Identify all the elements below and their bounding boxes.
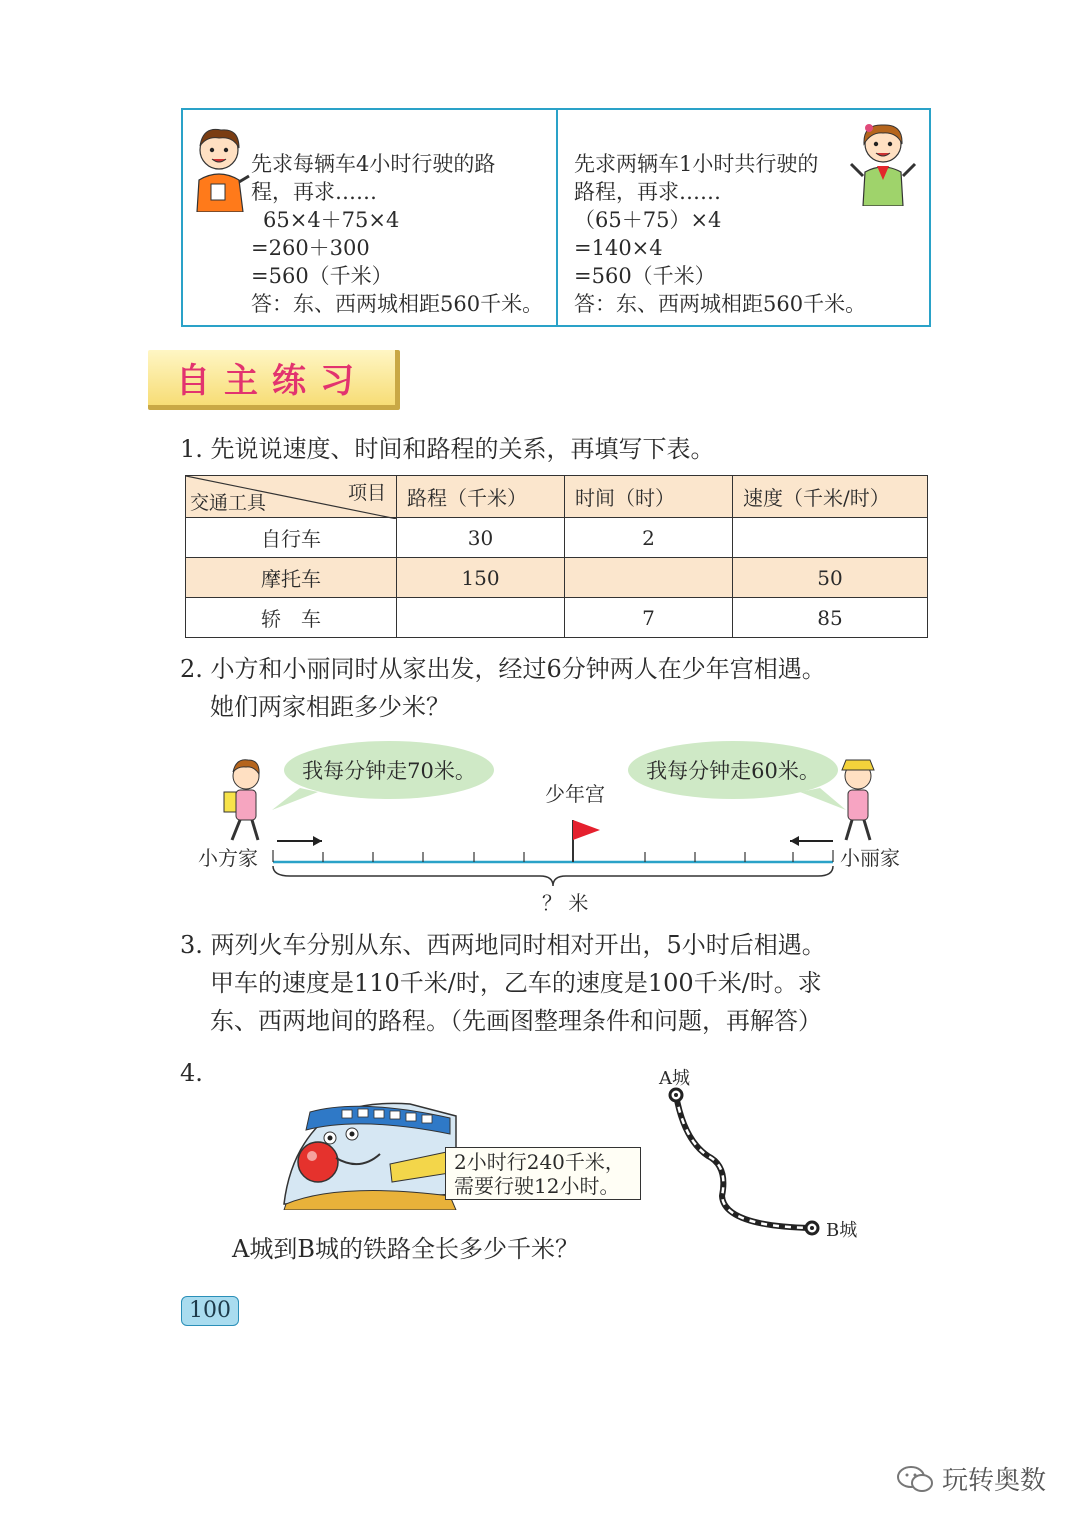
text-line: 先求两辆车1小时共行驶的 bbox=[574, 152, 819, 176]
question-2-line2: 她们两家相距多少米？ bbox=[210, 693, 450, 721]
table-cell: 30 bbox=[397, 518, 565, 558]
table-corner-cell bbox=[186, 476, 397, 518]
corner-bottom-label: 交通工具 bbox=[190, 492, 267, 514]
table-cell: 7 bbox=[565, 598, 733, 638]
text-line: 先求每辆车4小时行驶的路 bbox=[251, 152, 496, 176]
table-cell-blank[interactable] bbox=[397, 598, 565, 638]
question-3-line3: 东、西两地间的路程。（先画图整理条件和问题，再解答） bbox=[210, 1007, 822, 1035]
xiaofang-figure bbox=[224, 760, 259, 840]
page-number: 100 bbox=[181, 1296, 239, 1326]
solution-right bbox=[556, 110, 929, 325]
girl-illustration bbox=[845, 120, 919, 206]
solution-left bbox=[183, 110, 556, 325]
train-illustration bbox=[280, 1094, 460, 1210]
question-3-line2: 甲车的速度是110千米/时，乙车的速度是100千米/时。求 bbox=[210, 969, 822, 997]
xiaoli-figure bbox=[842, 760, 874, 840]
question-4-text bbox=[232, 1230, 579, 1268]
table-cell-blank[interactable] bbox=[733, 518, 928, 558]
bubble-tail bbox=[800, 788, 846, 810]
question-2 bbox=[180, 650, 826, 726]
question-2-line1: 2. 小方和小丽同时从家出发，经过6分钟两人在少年宫相遇。 bbox=[180, 655, 826, 683]
question-3 bbox=[180, 926, 826, 1040]
label-xiaoli-home: 小丽家 bbox=[840, 846, 900, 870]
text-line: 65×4＋75×4 bbox=[263, 208, 400, 232]
solution-panel bbox=[181, 108, 931, 327]
table-header: 速度（千米/时） bbox=[733, 476, 928, 518]
question-3-line1: 3. 两列火车分别从东、西两地同时相对开出，5小时后相遇。 bbox=[180, 931, 826, 959]
solution-right-text bbox=[574, 150, 866, 318]
callout-line2: 需要行驶12小时。 bbox=[454, 1174, 620, 1198]
text-line: 程，再求…… bbox=[251, 180, 377, 204]
solution-left-text bbox=[251, 150, 543, 318]
flag-icon bbox=[573, 820, 600, 840]
table-row bbox=[186, 518, 928, 558]
callout-line1: 2小时行240千米， bbox=[454, 1150, 625, 1174]
table-header-row bbox=[186, 476, 928, 518]
text-line: （65＋75）×4 bbox=[574, 208, 722, 232]
vehicle-cell: 轿 车 bbox=[186, 598, 397, 638]
brace bbox=[273, 866, 833, 886]
question-1 bbox=[180, 430, 715, 468]
text-line: =560（千米） bbox=[574, 264, 716, 288]
label-city-b: B城 bbox=[826, 1220, 858, 1241]
text-line: =140×4 bbox=[574, 236, 663, 260]
text-line: 答：东、西两城相距560千米。 bbox=[251, 292, 544, 316]
speed-table bbox=[185, 475, 928, 638]
railway-map bbox=[660, 1080, 840, 1240]
table-cell-blank[interactable] bbox=[565, 558, 733, 598]
watermark bbox=[896, 1460, 1046, 1497]
text-line: 答：东、西两城相距560千米。 bbox=[574, 292, 867, 316]
question-1-text: 1. 先说说速度、时间和路程的关系，再填写下表。 bbox=[180, 435, 715, 463]
wechat-icon bbox=[896, 1464, 934, 1494]
text-line: 路程，再求…… bbox=[574, 180, 721, 204]
vehicle-cell: 摩托车 bbox=[186, 558, 397, 598]
label-xiaofang-home: 小方家 bbox=[198, 846, 258, 870]
section-banner bbox=[148, 350, 400, 410]
bubble-tail bbox=[272, 788, 318, 810]
watermark-text: 玩转奥数 bbox=[941, 1466, 1046, 1496]
bubble-text: 我每分钟走60米。 bbox=[646, 759, 820, 783]
table-cell: 2 bbox=[565, 518, 733, 558]
corner-top-label: 项目 bbox=[347, 482, 386, 504]
text-line: =260＋300 bbox=[251, 236, 370, 260]
table-cell: 50 bbox=[733, 558, 928, 598]
table-row bbox=[186, 558, 928, 598]
distance-diagram bbox=[0, 740, 1080, 920]
tick-marks bbox=[273, 850, 833, 862]
table-header: 时间（时） bbox=[565, 476, 733, 518]
bubble-text: 我每分钟走70米。 bbox=[302, 759, 476, 783]
vehicle-cell: 自行车 bbox=[186, 518, 397, 558]
train-speed-callout bbox=[445, 1147, 641, 1200]
label-distance: ？ 米 bbox=[542, 891, 589, 915]
label-youth-palace: 少年宫 bbox=[545, 782, 605, 806]
question-4-number: 4. bbox=[180, 1059, 203, 1087]
table-header: 路程（千米） bbox=[397, 476, 565, 518]
text-line: =560（千米） bbox=[251, 264, 393, 288]
table-cell: 150 bbox=[397, 558, 565, 598]
table-cell: 85 bbox=[733, 598, 928, 638]
section-title: 自主练习 bbox=[176, 361, 368, 401]
railway-track bbox=[676, 1095, 810, 1228]
question-4-question: A城到B城的铁路全长多少千米？ bbox=[232, 1235, 579, 1263]
table-row bbox=[186, 598, 928, 638]
label-city-a: A城 bbox=[659, 1068, 690, 1089]
boy-illustration bbox=[189, 124, 251, 212]
